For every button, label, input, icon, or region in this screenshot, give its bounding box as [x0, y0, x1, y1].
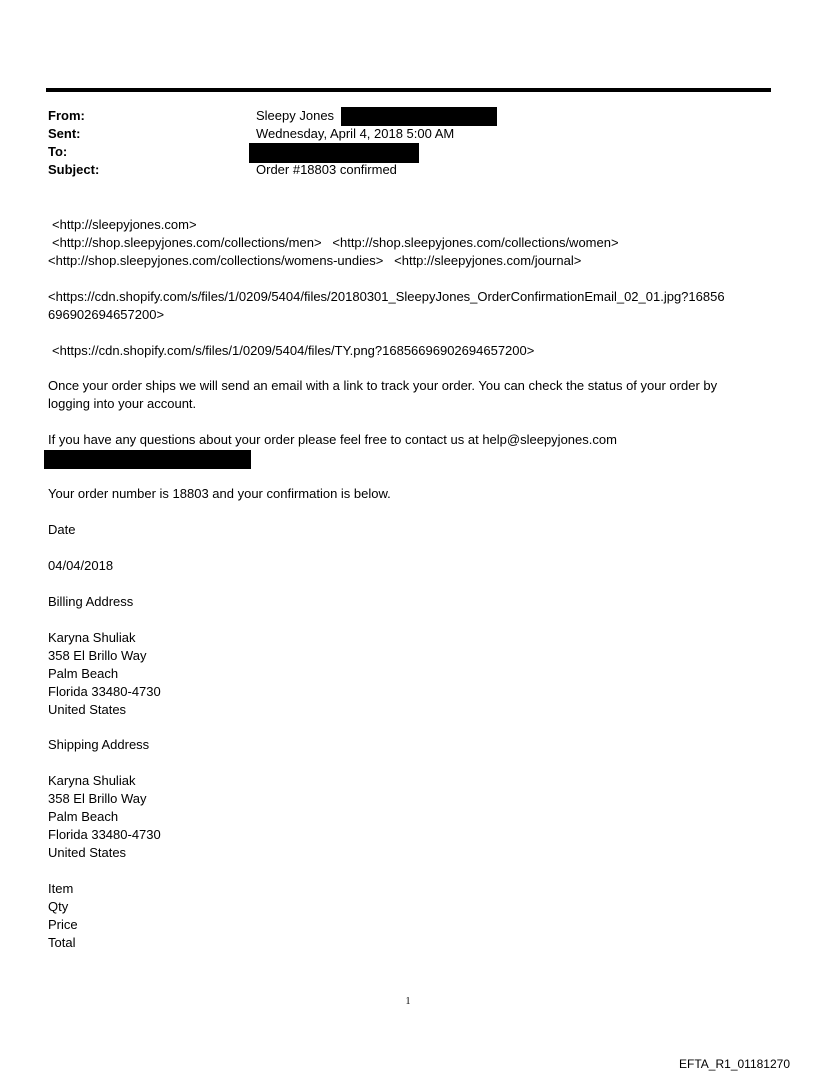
table-header-price: Price	[48, 917, 78, 932]
shipping-country: United States	[48, 845, 127, 860]
redaction-block	[44, 450, 251, 469]
to-label: To:	[48, 144, 68, 159]
link-journal[interactable]: <http://sleepyjones.com/journal>	[394, 253, 582, 268]
from-value	[256, 107, 497, 126]
date-label: Date	[48, 522, 76, 537]
link-thanks-image[interactable]: <https://cdn.shopify.com/s/files/1/0209/5404/files/TY.png?16856696902694657200>	[52, 343, 535, 358]
page-number: 1	[405, 996, 411, 1007]
shipping-city: Palm Beach	[48, 809, 119, 824]
table-header-item: Item	[48, 881, 74, 896]
shipping-street: 358 El Brillo Way	[48, 791, 147, 806]
ship-notice-line2: logging into your account.	[48, 396, 197, 411]
link-banner-image-line1[interactable]: <https://cdn.shopify.com/s/files/1/0209/5404/files/20180301_SleepyJones_OrderConfirmationEmail_02_01.jpg?16856	[48, 289, 725, 304]
link-banner-image-line2[interactable]: 696902694657200>	[48, 307, 165, 322]
from-name: Sleepy Jones	[256, 108, 335, 123]
shipping-name: Karyna Shuliak	[48, 773, 136, 788]
link-men[interactable]: <http://shop.sleepyjones.com/collections/men>	[52, 235, 322, 250]
billing-country: United States	[48, 702, 127, 717]
subject-value: Order #18803 confirmed	[256, 162, 397, 177]
billing-state-zip: Florida 33480-4730	[48, 684, 161, 699]
shipping-state-zip: Florida 33480-4730	[48, 827, 161, 842]
from-label: From:	[48, 108, 85, 123]
link-women[interactable]: <http://shop.sleepyjones.com/collections/women>	[332, 235, 619, 250]
sent-value: Wednesday, April 4, 2018 5:00 AM	[256, 126, 455, 141]
billing-label: Billing Address	[48, 594, 134, 609]
link-undies[interactable]: <http://shop.sleepyjones.com/collections/womens-undies>	[48, 253, 384, 268]
bates-number: EFTA_R1_01181270	[679, 1057, 790, 1071]
billing-street: 358 El Brillo Way	[48, 648, 147, 663]
links-row-more	[48, 252, 778, 270]
table-header-total: Total	[48, 935, 76, 950]
ship-notice-line1: Once your order ships we will send an email with a link to track your order. You can check the status of your order by	[48, 378, 718, 393]
redaction-block	[249, 143, 419, 163]
billing-city: Palm Beach	[48, 666, 119, 681]
link-home[interactable]: <http://sleepyjones.com>	[52, 217, 197, 232]
order-number-line: Your order number is 18803 and your confirmation is below.	[48, 486, 391, 501]
header-rule	[46, 88, 771, 92]
links-row-collections	[52, 234, 782, 252]
shipping-label: Shipping Address	[48, 737, 150, 752]
subject-label: Subject:	[48, 162, 100, 177]
billing-name: Karyna Shuliak	[48, 630, 136, 645]
table-header-qty: Qty	[48, 899, 69, 914]
redaction-block	[341, 107, 497, 126]
questions-text: If you have any questions about your order please feel free to contact us at help@sleepyjones.com	[48, 432, 617, 447]
to-value	[249, 143, 419, 163]
date-value: 04/04/2018	[48, 558, 114, 573]
sent-label: Sent:	[48, 126, 81, 141]
